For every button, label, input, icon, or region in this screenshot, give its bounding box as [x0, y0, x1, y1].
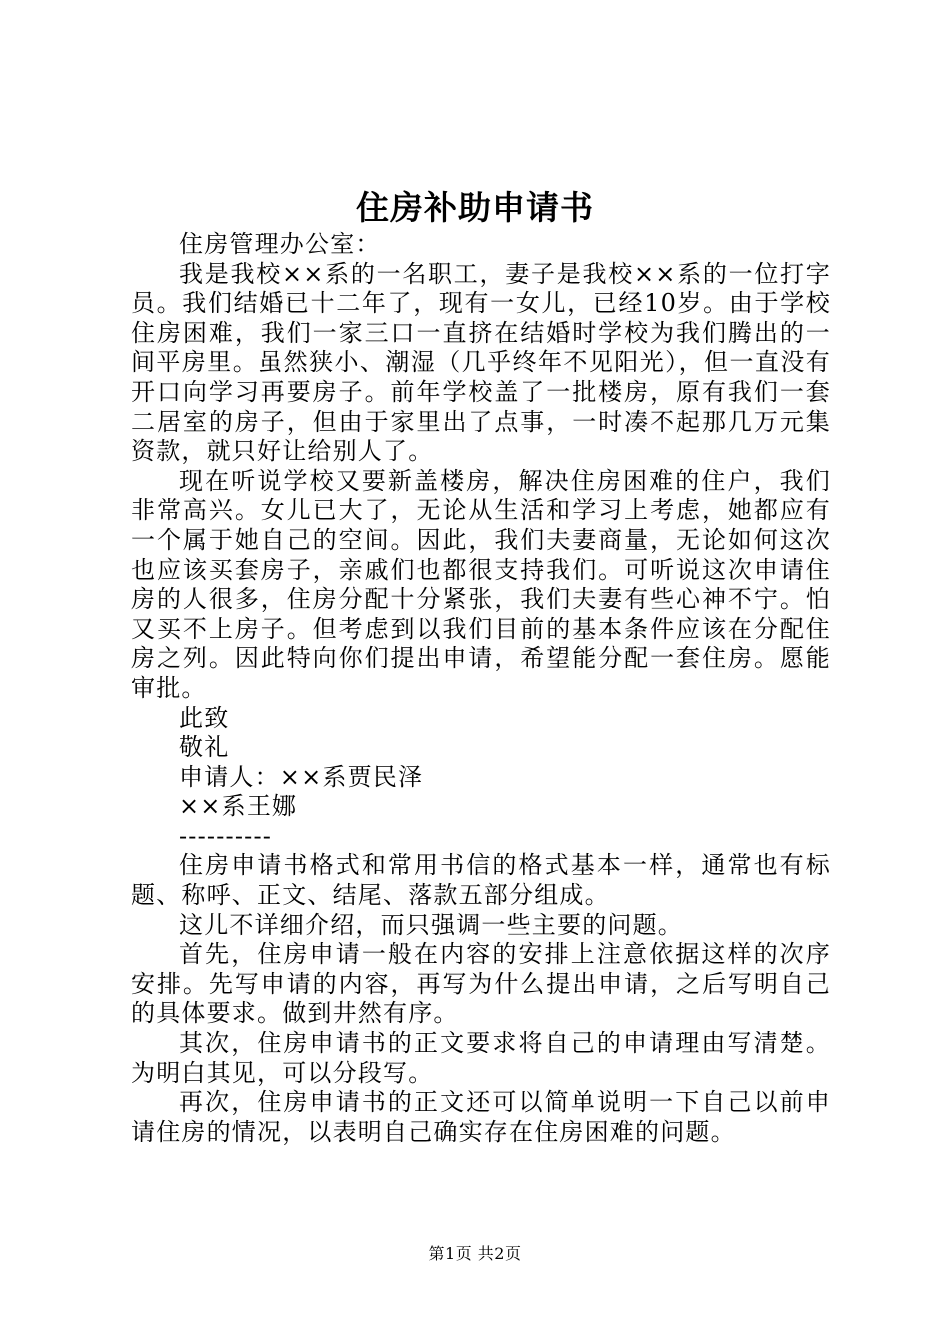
- note-paragraph-4: 其次，住房申请书的正文要求将自己的申请理由写清楚。为明白其见，可以分段写。: [131, 1029, 831, 1087]
- note-paragraph-2: 这儿不详细介绍，而只强调一些主要的问题。: [179, 910, 683, 939]
- body-paragraph-2: 现在听说学校又要新盖楼房，解决住房困难的住户，我们非常高兴。女儿已大了，无论从生活和学习上考虑，她都应有一个属于她自己的空间。因此，我们夫妻商量，无论如何这次也应该买套房子，亲戚们也都很支持我们。可听说这次申请住房的人很多，住房分配十分紧张，我们夫妻有些心神不宁。怕又买不上房子。但考虑到以我们目前的基本条件应该在分配住房之列。因此特向你们提出申请，希望能分配一套住房。愿能审批。: [131, 466, 831, 702]
- divider-line: ----------: [179, 821, 273, 850]
- note-paragraph-3: 首先，住房申请一般在内容的安排上注意依据这样的次序安排。先写申请的内容，再写为什么提出申请，之后写明自己的具体要求。做到井然有序。: [131, 940, 831, 1028]
- document-body: [131, 230, 831, 1147]
- document-title: 住房补助申请书: [356, 188, 594, 227]
- applicant-line-1: 申请人：××系贾民泽: [179, 762, 424, 791]
- applicant-line-2: ××系王娜: [179, 792, 298, 821]
- closing-line-1: 此致: [179, 703, 230, 732]
- body-paragraph-1: 我是我校××系的一名职工，妻子是我校××系的一位打字员。我们结婚已十二年了，现有一女儿，已经10岁。由于学校住房困难，我们一家三口一直挤在结婚时学校为我们腾出的一间平房里。虽然狭小、潮湿（几乎终年不见阳光），但一直没有开口向学习再要房子。前年学校盖了一批楼房，原有我们一套二居室的房子，但由于家里出了点事，一时凑不起那几万元集资款，就只好让给别人了。: [131, 259, 831, 466]
- note-paragraph-1: 住房申请书格式和常用书信的格式基本一样，通常也有标题、称呼、正文、结尾、落款五部分组成。: [131, 851, 831, 910]
- closing-line-2: 敬礼: [179, 733, 230, 762]
- page-number-footer: 第1页 共2页: [428, 1244, 522, 1263]
- salutation: 住房管理办公室：: [179, 230, 381, 258]
- note-paragraph-5: 再次，住房申请书的正文还可以简单说明一下自己以前申请住房的情况，以表明自己确实存在住房困难的问题。: [131, 1088, 831, 1146]
